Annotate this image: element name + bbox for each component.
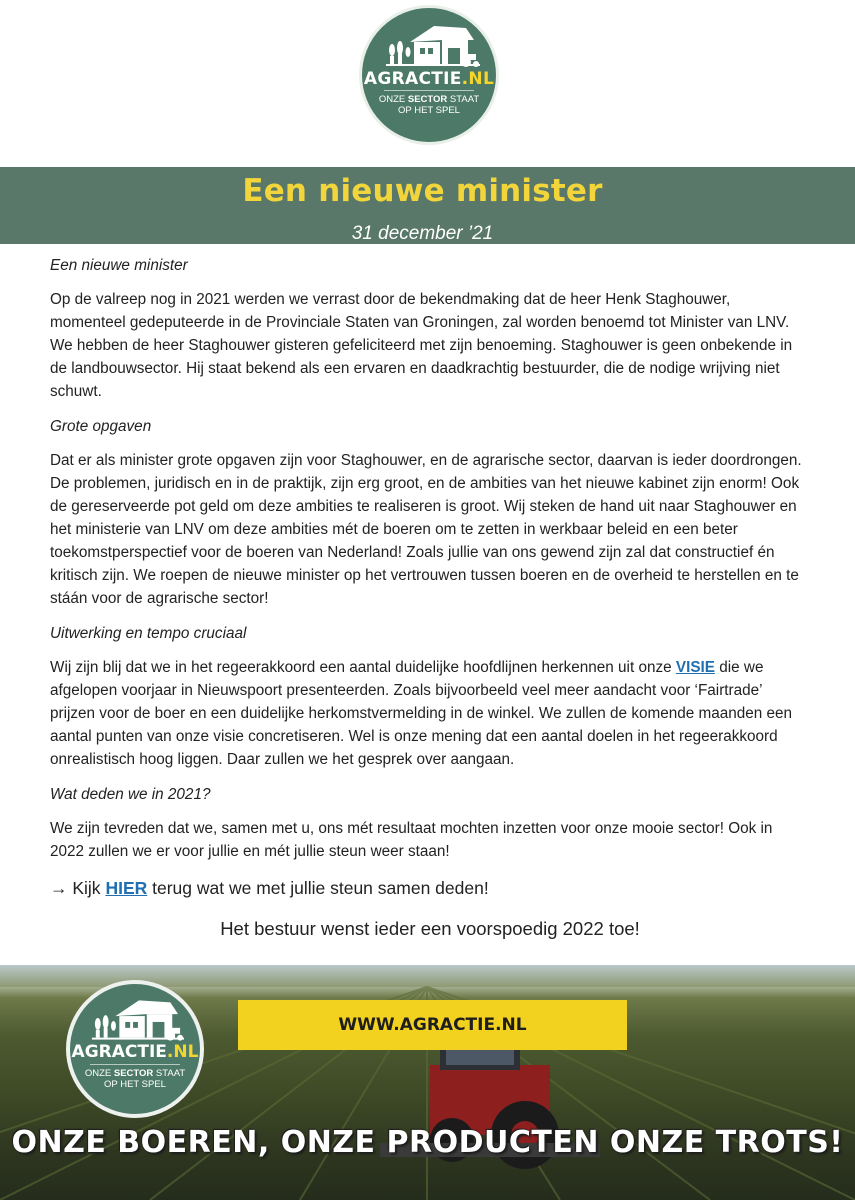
farm-icon: [382, 22, 480, 70]
visie-link[interactable]: VISIE: [675, 659, 715, 676]
section-paragraph: Op de valreep nog in 2021 werden we verrast door de bekendmaking dat de heer Henk Staghouwer, momenteel gedeputeerde in de Provinciale Staten van Groningen, zal worden benoemd tot Minister van LNV. We hebben de heer Staghouwer gisteren gefeliciteerd met zijn benoeming. Staghouwer is geen onbekende in de landbouwsector. Hij staat bekend als een ervaren en daadkrachtig bestuurder, die de nodige wrijving niet schuwt.: [50, 291, 793, 400]
logo-brand: AGRACTIE.NL: [71, 1042, 199, 1062]
hier-link[interactable]: HIER: [105, 878, 148, 898]
arrow-right-icon: →: [50, 878, 68, 898]
section-paragraph: Dat er als minister grote opgaven zijn voor Staghouwer, en de agrarische sector, daarvan is ieder doordrongen. De problemen, juridisch en in de praktijk, zijn erg groot, en de ambities van het nieuwe kabinet zijn enorm! Ook de gereserveerde pot geld om deze ambities te realiseren is groot. Wij steken de hand uit naar Staghouwer en het ministerie van LNV om deze ambities mét de boeren om te zetten in werkbaar beleid en een beter toekomstperspectief voor de boeren van Nederland! Zoals jullie van ons gewend zijn zal dat constructief én kritisch zijn. We roepen de nieuwe minister op het vertrouwen tussen boeren en de overheid te herstellen en te stáán voor de agrarische sector!: [50, 452, 802, 607]
section-heading: Grote opgaven: [50, 418, 152, 435]
logo-brand: AGRACTIE.NL: [363, 69, 495, 89]
section-heading: Wat deden we in 2021?: [50, 786, 211, 803]
section-heading: Uitwerking en tempo cruciaal: [50, 625, 247, 642]
logo-tagline: ONZE SECTOR STAAT OP HET SPEL: [378, 94, 480, 116]
logo-divider: [90, 1064, 180, 1065]
page-date: 31 december ’21: [351, 223, 494, 244]
agractie-logo: [66, 980, 204, 1118]
section-paragraph: We zijn tevreden dat we, samen met u, ons mét resultaat mochten inzetten voor onze mooie sector! Ook in 2022 zullen we er voor jullie en mét jullie steun weer staan!: [50, 820, 773, 860]
cta-line: → Kijk HIER terug wat we met jullie steun samen deden!: [50, 878, 489, 898]
logo-tagline: ONZE SECTOR STAAT OP HET SPEL: [84, 1068, 186, 1090]
article-body: [50, 254, 810, 875]
agractie-logo: [359, 5, 499, 145]
page-title: Een nieuwe minister: [242, 173, 603, 209]
banner-slogan: ONZE BOEREN, ONZE PRODUCTEN ONZE TROTS!: [11, 1125, 844, 1160]
farm-icon: [88, 996, 184, 1044]
section-paragraph: Wij zijn blij dat we in het regeerakkoord een aantal duidelijke hoofdlijnen herkennen uit onze VISIE die we afgelopen voorjaar in Nieuwspoort presenteerden. Zoals bijvoorbeeld veel meer aandacht voor ‘Fairtrade’ prijzen voor de boer en een duidelijke herkomstvermelding in de winkel. We zullen de komende maanden een aantal punten van onze visie concretiseren. Wel is onze mening dat een aantal doelen in het regeerakkoord onrealistisch hoog liggen. Daar zullen we het gesprek over aangaan.: [50, 659, 793, 768]
new-year-wish: Het bestuur wenst ieder een voorspoedig 2022 toe!: [220, 918, 640, 939]
website-url[interactable]: WWW.AGRACTIE.NL: [238, 1000, 627, 1050]
section-heading: Een nieuwe minister: [50, 257, 188, 274]
logo-divider: [384, 90, 474, 91]
